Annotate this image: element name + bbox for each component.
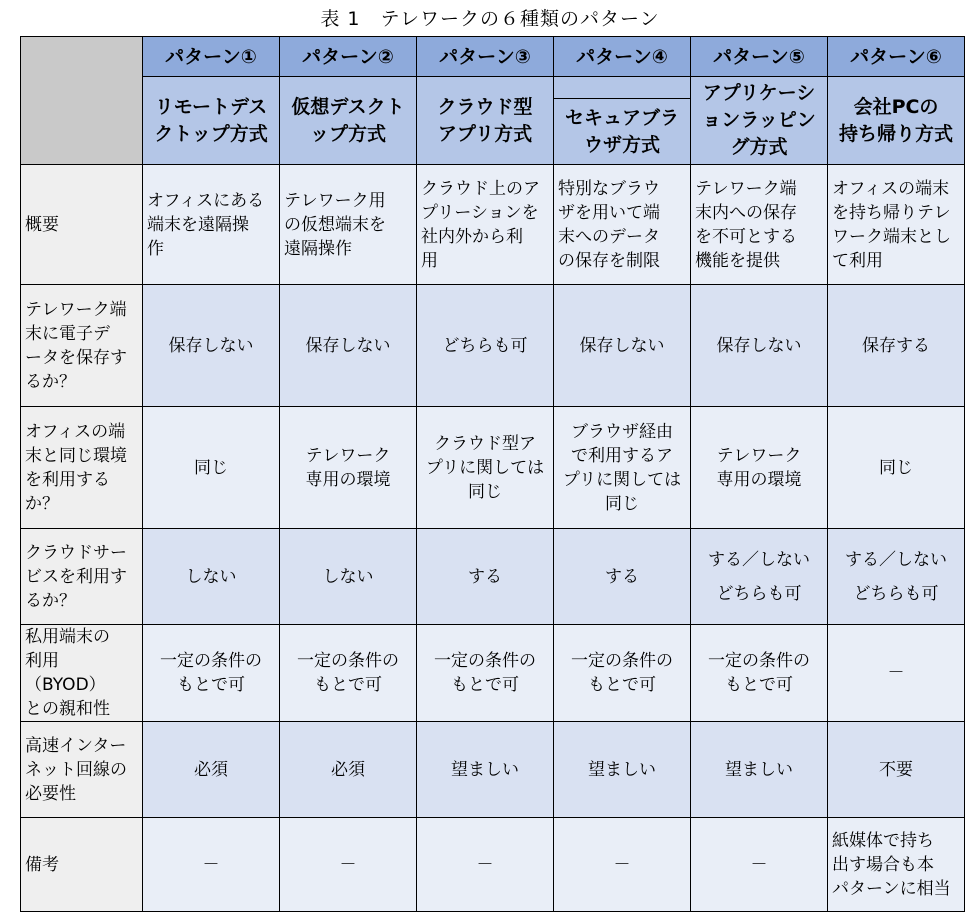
cell: 紙媒体で持ち 出す場合も本 パターンに相当: [828, 818, 965, 912]
cell: 一定の条件の もとで可: [691, 625, 828, 722]
cell: 必須: [280, 722, 417, 818]
pattern-4-header: パターン④: [554, 37, 691, 77]
corner-cell: [21, 37, 143, 165]
row-label-same-environment: オフィスの端 末と同じ環境 を利用する か？: [21, 407, 143, 529]
pattern-header-row: [21, 37, 965, 77]
cell: 必須: [143, 722, 280, 818]
cell: 一定の条件の もとで可: [280, 625, 417, 722]
row-label-notes: 備考: [21, 818, 143, 912]
cell: 一定の条件の もとで可: [143, 625, 280, 722]
table-row: [21, 165, 965, 285]
table-row: [21, 722, 965, 818]
cell: －: [554, 818, 691, 912]
cell: テレワーク 専用の環境: [280, 407, 417, 529]
cell: －: [828, 625, 965, 722]
cell: 同じ: [143, 407, 280, 529]
method-6-header: 会社PCの 持ち帰り方式: [828, 77, 965, 165]
row-label-internet: 高速インター ネット回線の 必要性: [21, 722, 143, 818]
table-caption: 表 1 テレワークの６種類のパターン: [320, 8, 660, 30]
cell: 保存しない: [554, 285, 691, 407]
cell: 望ましい: [691, 722, 828, 818]
table-row: [21, 285, 965, 407]
cell: 望ましい: [417, 722, 554, 818]
cell: 特別なブラウ ザを用いて端 末へのデータ の保存を制限: [554, 165, 691, 285]
cell: クラウド上のア プリーションを 社内外から利 用: [417, 165, 554, 285]
cell: どちらも可: [417, 285, 554, 407]
cell: 一定の条件の もとで可: [554, 625, 691, 722]
row-label-byod: 私用端末の 利用（BYOD） との親和性: [21, 625, 143, 722]
cell: －: [417, 818, 554, 912]
method-2-header: 仮想デスクト ップ方式: [280, 77, 417, 165]
cell: －: [691, 818, 828, 912]
method-1-header: リモートデス クトップ方式: [143, 77, 280, 165]
row-label-overview: 概要: [21, 165, 143, 285]
pattern-2-header: パターン②: [280, 37, 417, 77]
cell: オフィスの端末 を持ち帰りテレ ワーク端末とし て利用: [828, 165, 965, 285]
method-header-row: [21, 77, 965, 99]
telework-patterns-table: [20, 36, 965, 912]
table-row: [21, 818, 965, 912]
cell: 一定の条件の もとで可: [417, 625, 554, 722]
table-row: [21, 529, 965, 625]
cell: する／しない どちらも可: [828, 529, 965, 625]
row-label-cloud-service: クラウドサー ビスを利用す るか？: [21, 529, 143, 625]
row-label-data-storage: テレワーク端 末に電子デ ータを保存す るか？: [21, 285, 143, 407]
method-3-header: クラウド型 アプリ方式: [417, 77, 554, 165]
cell: ブラウザ経由 で利用するア プリに関しては 同じ: [554, 407, 691, 529]
cell: テレワーク端 末内への保存 を不可とする 機能を提供: [691, 165, 828, 285]
cell: 保存しない: [280, 285, 417, 407]
cell: しない: [143, 529, 280, 625]
cell: －: [143, 818, 280, 912]
table-row: [21, 625, 965, 722]
cell: しない: [280, 529, 417, 625]
pattern-5-header: パターン⑤: [691, 37, 828, 77]
cell: テレワーク 専用の環境: [691, 407, 828, 529]
table-row: [21, 407, 965, 529]
cell: テレワーク用 の仮想端末を 遠隔操作: [280, 165, 417, 285]
cell: する／しない どちらも可: [691, 529, 828, 625]
cell: －: [280, 818, 417, 912]
pattern-3-header: パターン③: [417, 37, 554, 77]
cell: クラウド型ア プリに関しては 同じ: [417, 407, 554, 529]
method-5-header: アプリケーシ ョンラッピン グ方式: [691, 77, 828, 165]
cell: 保存しない: [691, 285, 828, 407]
cell: 不要: [828, 722, 965, 818]
cell: する: [417, 529, 554, 625]
method-4-spacer: [554, 77, 691, 99]
cell: 同じ: [828, 407, 965, 529]
pattern-6-header: パターン⑥: [828, 37, 965, 77]
cell: オフィスにある 端末を遠隔操 作: [143, 165, 280, 285]
pattern-1-header: パターン①: [143, 37, 280, 77]
cell: 望ましい: [554, 722, 691, 818]
cell: する: [554, 529, 691, 625]
method-4-header: セキュアブラ ウザ方式: [554, 99, 691, 165]
cell: 保存する: [828, 285, 965, 407]
cell: 保存しない: [143, 285, 280, 407]
